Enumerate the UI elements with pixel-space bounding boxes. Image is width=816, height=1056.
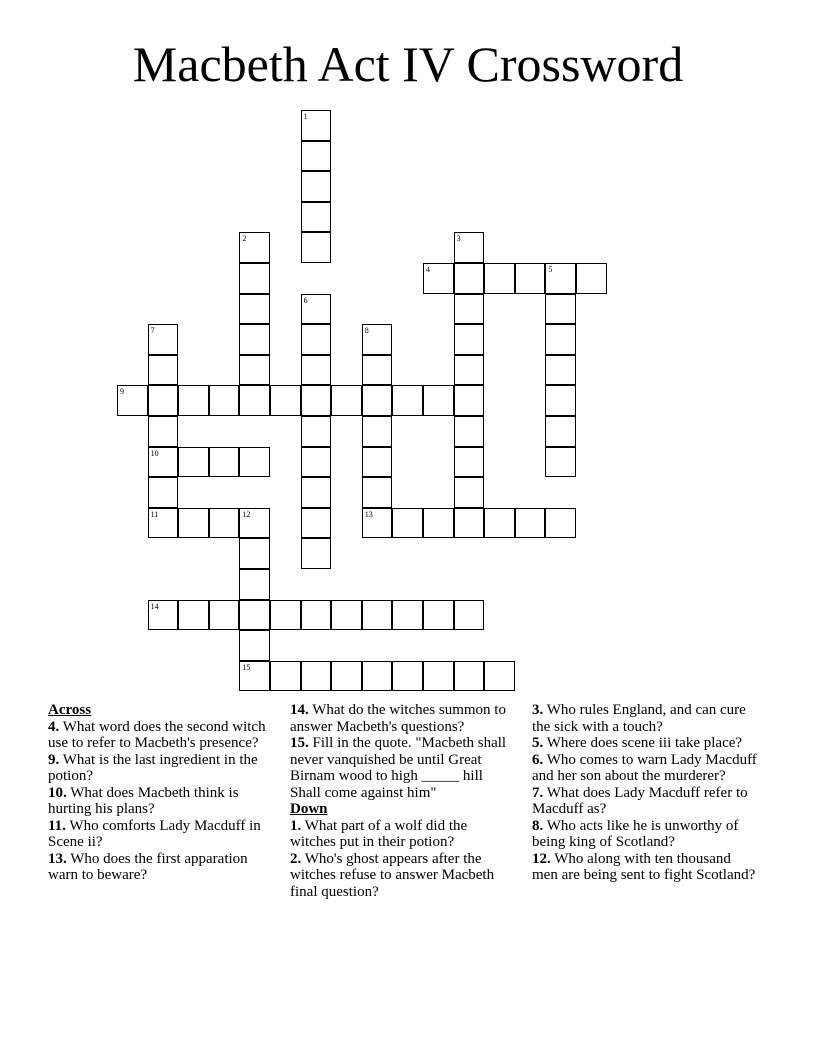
- grid-cell[interactable]: [239, 294, 270, 325]
- clue-column-2: [290, 702, 510, 900]
- grid-cell[interactable]: [239, 355, 270, 386]
- grid-cell[interactable]: [423, 385, 454, 416]
- grid-cell[interactable]: [301, 202, 332, 233]
- grid-cell[interactable]: [454, 447, 485, 478]
- grid-cell[interactable]: [331, 385, 362, 416]
- grid-cell[interactable]: [301, 600, 332, 631]
- grid-cell[interactable]: [362, 355, 393, 386]
- clue-text: Who's ghost appears after the witches refuse to answer Macbeth final question?: [290, 850, 495, 900]
- clue-number: 13: [364, 509, 373, 519]
- grid-cell[interactable]: [239, 630, 270, 661]
- grid-cell[interactable]: [270, 600, 301, 631]
- grid-cell[interactable]: [301, 141, 332, 172]
- clue-number-label: 7.: [532, 784, 544, 801]
- clue-number-label: 2.: [290, 850, 302, 867]
- clue-text: Who comes to warn Lady Macduff and her son about the murderer?: [532, 751, 757, 784]
- clue-number-label: 14.: [290, 702, 309, 718]
- clue-item: [532, 818, 757, 851]
- grid-cell[interactable]: [545, 324, 576, 355]
- clue-text: Who along with ten thousand men are being sent to fight Scotland?: [532, 850, 756, 883]
- clue-text: What does Lady Macduff refer to Macduff as?: [532, 784, 748, 817]
- grid-cell[interactable]: [178, 508, 209, 539]
- grid-cell[interactable]: [454, 355, 485, 386]
- clue-number: 3: [456, 234, 461, 244]
- clue-number: 4: [426, 265, 430, 274]
- clue-item: [48, 785, 273, 818]
- grid-cell[interactable]: [362, 477, 393, 508]
- grid-cell[interactable]: [545, 508, 576, 539]
- grid-cell[interactable]: [239, 232, 270, 263]
- clue-number-label: 3.: [532, 702, 544, 718]
- grid-cell[interactable]: [270, 385, 301, 416]
- down-list-b: [532, 702, 757, 884]
- grid-cell[interactable]: [148, 508, 179, 539]
- grid-cell[interactable]: [239, 661, 270, 692]
- grid-cell[interactable]: [301, 508, 332, 539]
- grid-cell[interactable]: [545, 447, 576, 478]
- grid-cell[interactable]: [484, 661, 515, 692]
- clue-text: Where does scene iii take place?: [543, 735, 743, 751]
- clue-item: [48, 818, 273, 851]
- clue-item: [290, 851, 510, 901]
- clue-item: [290, 735, 510, 801]
- grid-cell[interactable]: [454, 508, 485, 539]
- clue-item: [48, 719, 273, 752]
- clue-text: Who acts like he is unworthy of being king of Scotland?: [532, 817, 739, 850]
- grid-cell[interactable]: [301, 416, 332, 447]
- grid-cell[interactable]: [148, 477, 179, 508]
- grid-cell[interactable]: [423, 600, 454, 631]
- grid-cell[interactable]: [545, 385, 576, 416]
- grid-cell[interactable]: [362, 385, 393, 416]
- grid-cell[interactable]: [239, 600, 270, 631]
- grid-cell[interactable]: [239, 324, 270, 355]
- grid-cell[interactable]: [239, 569, 270, 600]
- clue-item: [532, 851, 757, 884]
- clue-number-label: 12.: [532, 850, 551, 867]
- grid-cell[interactable]: [454, 385, 485, 416]
- grid-cell[interactable]: [270, 661, 301, 692]
- grid-cell[interactable]: [392, 661, 423, 692]
- grid-cell[interactable]: [148, 385, 179, 416]
- grid-cell[interactable]: [331, 600, 362, 631]
- clue-number-label: 1.: [290, 817, 302, 834]
- clue-text: What do the witches summon to answer Macbeth's questions?: [290, 702, 506, 735]
- across-list-b: [290, 702, 510, 801]
- clue-column-3: [532, 702, 757, 884]
- grid-cell[interactable]: [423, 661, 454, 692]
- grid-cell[interactable]: [392, 600, 423, 631]
- grid-cell[interactable]: [301, 661, 332, 692]
- clue-number-label: 11.: [48, 817, 66, 834]
- clue-number-label: 13.: [48, 850, 67, 867]
- clue-number: 15: [242, 662, 251, 672]
- clue-text: Who does the first apparation warn to beware?: [48, 850, 248, 883]
- grid-cell[interactable]: [484, 263, 515, 294]
- grid-cell[interactable]: [362, 447, 393, 478]
- grid-cell[interactable]: [545, 416, 576, 447]
- grid-cell[interactable]: [454, 324, 485, 355]
- grid-cell[interactable]: [301, 385, 332, 416]
- grid-cell[interactable]: [209, 447, 240, 478]
- grid-cell[interactable]: [301, 110, 332, 141]
- grid-cell[interactable]: [454, 661, 485, 692]
- grid-cell[interactable]: [423, 263, 454, 294]
- clue-item: [48, 752, 273, 785]
- clue-number-label: 15.: [290, 735, 309, 751]
- clue-number: 6: [303, 295, 308, 305]
- clue-item: [532, 752, 757, 785]
- grid-cell[interactable]: [301, 477, 332, 508]
- grid-cell[interactable]: [545, 263, 576, 294]
- grid-cell[interactable]: [148, 324, 179, 355]
- grid-cell[interactable]: [239, 508, 270, 539]
- clue-number: 1: [303, 112, 308, 121]
- clue-number-label: 4.: [48, 718, 60, 735]
- clue-number-label: 9.: [48, 751, 60, 768]
- grid-cell[interactable]: [484, 508, 515, 539]
- grid-cell[interactable]: [178, 600, 209, 631]
- grid-cell[interactable]: [454, 600, 485, 631]
- page-title: Macbeth Act IV Crossword: [132, 36, 684, 92]
- clue-number-label: 8.: [532, 817, 544, 834]
- down-heading: Down: [290, 801, 328, 817]
- grid-cell[interactable]: [423, 508, 454, 539]
- clue-number: 14: [150, 601, 159, 611]
- grid-cell[interactable]: [545, 355, 576, 386]
- clue-number: 10: [150, 448, 159, 458]
- grid-cell[interactable]: [178, 447, 209, 478]
- grid-cell[interactable]: [148, 447, 179, 478]
- clue-text: Who comforts Lady Macduff in Scene ii?: [48, 817, 261, 850]
- grid-cell[interactable]: [117, 385, 148, 416]
- grid-cell[interactable]: [148, 600, 179, 631]
- grid-cell[interactable]: [362, 416, 393, 447]
- grid-cell[interactable]: [392, 508, 423, 539]
- clue-item: [532, 785, 757, 818]
- clue-number: 12: [242, 509, 251, 519]
- clue-number-label: 6.: [532, 751, 544, 768]
- grid-cell[interactable]: [331, 661, 362, 692]
- clue-text: What does Macbeth think is hurting his plans?: [48, 784, 239, 817]
- down-list-a: [290, 818, 510, 901]
- grid-cell[interactable]: [301, 447, 332, 478]
- grid-cell[interactable]: [209, 508, 240, 539]
- grid-cell[interactable]: [515, 263, 546, 294]
- clue-number-label: 5.: [532, 735, 544, 751]
- grid-cell[interactable]: [454, 294, 485, 325]
- grid-cell[interactable]: [301, 171, 332, 202]
- grid-cell[interactable]: [576, 263, 607, 294]
- grid-cell[interactable]: [454, 232, 485, 263]
- clue-number: 11: [150, 509, 159, 519]
- grid-cell[interactable]: [515, 508, 546, 539]
- clue-number: 7: [150, 326, 155, 336]
- clue-text: What is the last ingredient in the potion?: [48, 751, 258, 784]
- clue-number-label: 10.: [48, 784, 67, 801]
- grid-cell[interactable]: [454, 477, 485, 508]
- grid-cell[interactable]: [301, 324, 332, 355]
- clue-text: What word does the second witch use to refer to Macbeth's presence?: [48, 718, 266, 751]
- clue-text: Fill in the quote. "Macbeth shall never vanquished be until Great Birnam wood to high _____ hill Shall come against him": [290, 735, 507, 801]
- clue-item: [290, 818, 510, 851]
- clue-number: 2: [242, 234, 247, 244]
- clue-item: [532, 702, 757, 735]
- grid-cell[interactable]: [209, 385, 240, 416]
- grid-cell[interactable]: [301, 232, 332, 263]
- grid-cell[interactable]: [239, 447, 270, 478]
- clue-number: 8: [364, 326, 369, 336]
- grid-cell[interactable]: [301, 538, 332, 569]
- grid-cell[interactable]: [545, 294, 576, 325]
- grid-cell[interactable]: [392, 385, 423, 416]
- grid-cell[interactable]: [301, 355, 332, 386]
- clue-item: [48, 851, 273, 884]
- grid-cell[interactable]: [301, 294, 332, 325]
- clue-item: [532, 735, 757, 752]
- grid-cell[interactable]: [239, 385, 270, 416]
- grid-cell[interactable]: [362, 600, 393, 631]
- clue-item: [290, 702, 510, 735]
- clue-text: What part of a wolf did the witches put in their potion?: [290, 817, 468, 850]
- grid-cell[interactable]: [239, 263, 270, 294]
- grid-cell[interactable]: [148, 416, 179, 447]
- grid-cell[interactable]: [454, 263, 485, 294]
- grid-cell[interactable]: [178, 385, 209, 416]
- grid-cell[interactable]: [148, 355, 179, 386]
- grid-cell[interactable]: [362, 661, 393, 692]
- grid-cell[interactable]: [362, 324, 393, 355]
- clue-number: 9: [120, 387, 124, 397]
- clue-number: 5: [548, 265, 553, 274]
- grid-cell[interactable]: [454, 416, 485, 447]
- grid-cell[interactable]: [209, 600, 240, 631]
- clue-text: Who rules England, and can cure the sick with a touch?: [532, 702, 746, 735]
- grid-cell[interactable]: [239, 538, 270, 569]
- grid-cell[interactable]: [362, 508, 393, 539]
- clue-column-1: [48, 702, 273, 884]
- across-heading: Across: [48, 702, 92, 718]
- across-list-a: [48, 719, 273, 884]
